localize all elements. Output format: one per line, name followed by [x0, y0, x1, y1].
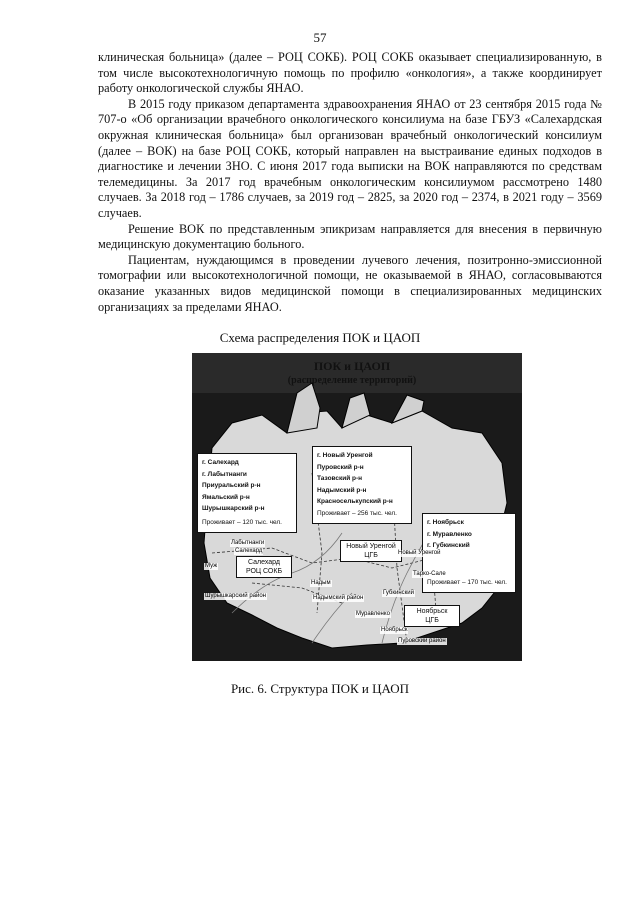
place-name: Пуровский район	[398, 638, 446, 644]
distribution-map	[192, 353, 522, 661]
schema-title: Схема распределения ПОК и ЦАОП	[219, 330, 421, 345]
center-label-salekhard	[236, 556, 292, 578]
paragraph: клиническая больница» (далее – РОЦ СОКБ). РОЦ СОКБ оказывает специализированную, в том числе высокотехнологичную помощь по профилю «онкология», а также координирует работу онкологической службы ЯНАО.	[98, 50, 602, 96]
map-subtitle: (распределение территорий)	[287, 375, 417, 386]
center-org: ЦГБ	[364, 552, 378, 559]
page-number: 57	[313, 30, 327, 45]
center-label-novy-urengoy	[340, 540, 402, 562]
place-name: Надым	[311, 580, 331, 586]
area-item: г. Салехард	[202, 459, 239, 466]
center-org: РОЦ СОКБ	[245, 568, 283, 575]
place-name: Надымский район	[313, 595, 364, 601]
center-org: ЦГБ	[425, 617, 439, 624]
place-name: Лабытнанги	[231, 540, 265, 546]
paragraph: Пациентам, нуждающимся в проведении лучевого лечения, позитронно-эмиссионной томографии или высокотехнологичной помощи, не оказываемой в ЯНАО, согласовываются оказание указанных видов медицинской помощи в специализированных медицинских организациях за пределами ЯНАО.	[98, 252, 602, 314]
place-name: Салехард	[235, 548, 263, 554]
area-item: г. Новый Уренгой	[317, 452, 373, 459]
place-name: Муравленко	[356, 611, 390, 617]
center-label-noyabrsk	[404, 605, 460, 627]
place-name: Новый Уренгой	[398, 550, 441, 556]
area-box-salekhard	[197, 453, 297, 533]
population-label: Проживает – 170 тыс. чел.	[427, 579, 507, 587]
map-title: ПОК и ЦАОП	[313, 359, 391, 373]
place-name: Муж	[205, 563, 218, 569]
area-item: г. Муравленко	[427, 530, 472, 538]
center-name: Салехард	[248, 559, 280, 566]
area-item: Надымский р-н	[317, 486, 367, 494]
area-item: Красноселькупский р-н	[317, 498, 393, 506]
area-item: Тазовский р-н	[317, 475, 363, 483]
area-item: г. Ноябрьск	[427, 519, 464, 526]
center-name: Новый Уренгой	[346, 543, 396, 550]
area-box-novy-urengoy	[312, 446, 412, 524]
place-name: Тарко-Сале	[413, 571, 446, 577]
place-name: Шурышкарский район	[205, 593, 266, 599]
paragraph: В 2015 году приказом департамента здравоохранения ЯНАО от 23 сентября 2015 года № 707-о «Об организации врачебного онкологического консилиума на базе ГБУЗ «Салехардская окружная клиническая больница» был организован врачебный онкологический консилиум (далее – ВОК) на базе РОЦ СОКБ, который направлен на выстраивание единых подходов в диагностике и лечении ЗНО. С июня 2017 года выписки на ВОК направляются по средствам телемедицины. За 2017 год врачебным онкологическим консилиумом рассмотрено 1480 случаев. За 2018 год – 1786 случаев, за 2019 год – 2825, за 2020 год – 2374, в 2021 году – 3569 случаев.	[98, 96, 602, 220]
center-name: Ноябрьск	[416, 608, 448, 615]
area-item: Ямальский р-н	[202, 493, 250, 501]
area-item: Приуральский р-н	[202, 482, 261, 490]
area-item: Пуровский р-н	[317, 463, 364, 471]
place-name: Ноябрьск	[381, 627, 408, 633]
area-item: Шурышкарский р-н	[202, 505, 265, 513]
paragraph: Решение ВОК по представленным эпикризам направляется для внесения в первичную медицинскую документацию больного.	[98, 221, 602, 252]
body-text	[98, 50, 602, 315]
place-name: Губкинский	[383, 590, 414, 596]
population-label: Проживает – 256 тыс. чел.	[317, 510, 397, 518]
population-label: Проживает – 120 тыс. чел.	[202, 519, 282, 527]
area-item: г. Лабытнанги	[202, 470, 247, 478]
figure-caption: Рис. 6. Структура ПОК и ЦАОП	[230, 681, 410, 696]
area-item: г. Губкинский	[427, 542, 470, 550]
